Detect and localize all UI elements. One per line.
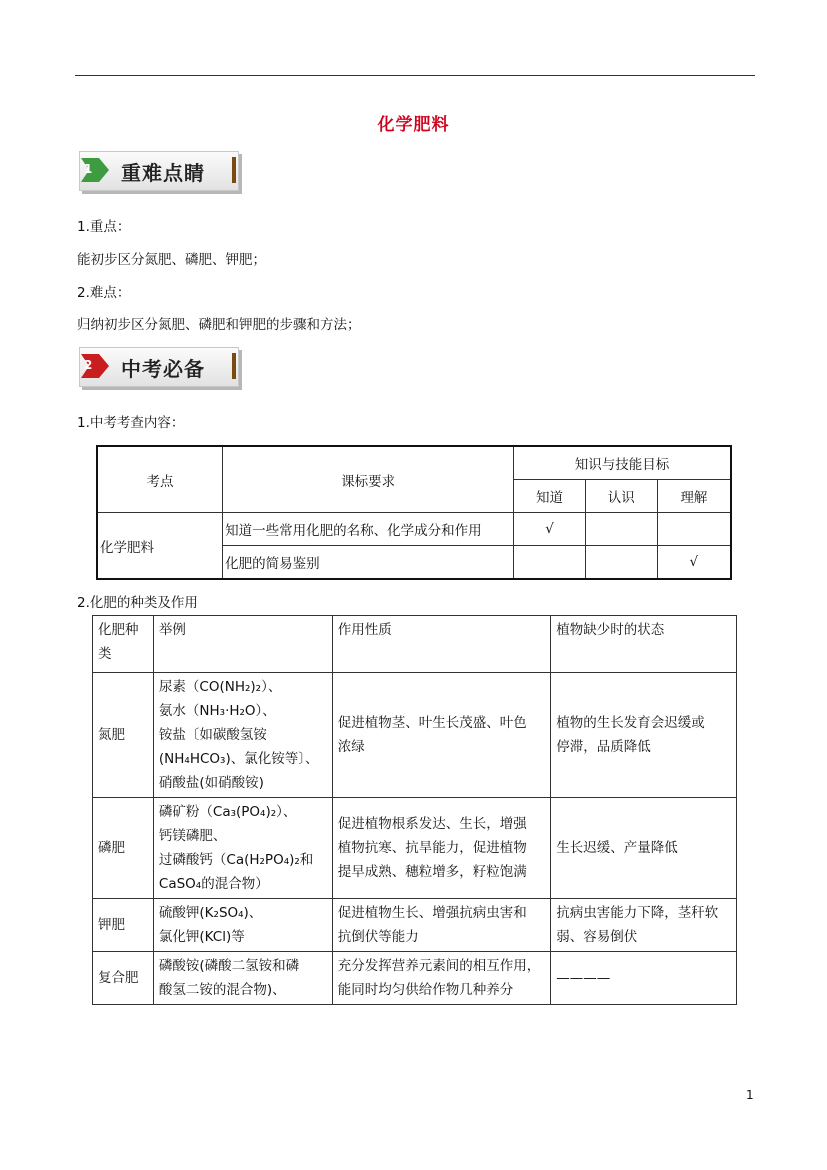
deficiency-cell bbox=[551, 673, 737, 798]
function-line: 植物抗寒、抗旱能力，促进植物 bbox=[337, 840, 527, 856]
table-row bbox=[97, 513, 731, 546]
header-zhidao: 知道 bbox=[514, 480, 586, 513]
empty-cell bbox=[585, 513, 657, 546]
function-line: 浓绿 bbox=[337, 739, 365, 755]
function-line: 充分发挥营养元素间的相互作用， bbox=[337, 958, 541, 974]
example-line: 磷矿粉（Ca₃(PO₄)₂）、 bbox=[158, 804, 297, 820]
difficulty-heading: 2.难点： bbox=[77, 285, 131, 301]
function-line: 抗倒伏等能力 bbox=[337, 929, 419, 945]
types-heading: 2.化肥的种类及作用 bbox=[77, 595, 198, 611]
table-row bbox=[93, 952, 737, 1005]
deficiency-line: 停滞，品质降低 bbox=[556, 739, 651, 755]
example-line: 磷酸铵(磷酸二氢铵和磷 bbox=[158, 958, 300, 974]
page-number: 1 bbox=[746, 1088, 754, 1102]
header-renshi: 认识 bbox=[585, 480, 657, 513]
requirement-cell: 化肥的简易鉴别 bbox=[223, 546, 514, 580]
exam-heading: 1.中考考查内容： bbox=[77, 415, 185, 431]
deficiency-line: 生长迟缓、产量降低 bbox=[556, 840, 678, 856]
table-row bbox=[93, 673, 737, 798]
check-mark: √ bbox=[514, 513, 586, 546]
fertilizer-types-table bbox=[92, 615, 737, 1005]
deficiency-line: 植物的生长发育会迟缓或 bbox=[556, 715, 705, 731]
empty-cell bbox=[514, 546, 586, 580]
example-line: (NH₄HCO₃)、氯化铵等〕、 bbox=[158, 751, 319, 767]
function-line: 能同时均匀供给作物几种养分 bbox=[337, 982, 514, 998]
table-row bbox=[93, 798, 737, 899]
type-cell: 磷肥 bbox=[93, 798, 154, 899]
example-cell bbox=[153, 899, 332, 952]
deficiency-line: ———— bbox=[556, 970, 611, 986]
table-header-row bbox=[93, 616, 737, 673]
function-cell bbox=[332, 952, 551, 1005]
deficiency-cell bbox=[551, 899, 737, 952]
example-line: 硝酸盐(如硝酸铵) bbox=[158, 775, 264, 791]
page-title: 化学肥料 bbox=[377, 115, 450, 135]
badge-number: 2 bbox=[84, 358, 93, 372]
difficulty-text: 归纳初步区分氮肥、磷肥和钾肥的步骤和方法； bbox=[77, 317, 361, 333]
example-line: CaSO₄的混合物） bbox=[158, 876, 269, 892]
header-cell: 化肥种类 bbox=[93, 616, 154, 673]
example-line: 氯化钾(KCl)等 bbox=[158, 929, 245, 945]
function-line: 促进植物生长、增强抗病虫害和 bbox=[337, 905, 527, 921]
type-cell: 复合肥 bbox=[93, 952, 154, 1005]
example-line: 尿素（CO(NH₂)₂）、 bbox=[158, 679, 282, 695]
empty-cell bbox=[657, 513, 731, 546]
header-kebiao: 课标要求 bbox=[223, 446, 514, 513]
example-line: 硫酸钾(K₂SO₄)、 bbox=[158, 905, 263, 921]
section-badge-1 bbox=[79, 151, 241, 195]
header-cell: 举例 bbox=[153, 616, 332, 673]
badge-number: 1 bbox=[84, 162, 93, 176]
type-cell: 钾肥 bbox=[93, 899, 154, 952]
table-row bbox=[97, 446, 731, 480]
deficiency-line: 弱、容易倒伏 bbox=[556, 929, 638, 945]
header-cell: 植物缺少时的状态 bbox=[551, 616, 737, 673]
badge-bar bbox=[232, 157, 236, 183]
example-cell bbox=[153, 798, 332, 899]
header-cell: 作用性质 bbox=[332, 616, 551, 673]
header-lijie: 理解 bbox=[657, 480, 731, 513]
header-kaodian: 考点 bbox=[97, 446, 223, 513]
function-cell bbox=[332, 673, 551, 798]
example-cell bbox=[153, 952, 332, 1005]
example-line: 过磷酸钙（Ca(H₂PO₄)₂和 bbox=[158, 852, 314, 868]
example-line: 钙镁磷肥、 bbox=[158, 828, 227, 844]
deficiency-line: 抗病虫害能力下降，茎秆软 bbox=[556, 905, 719, 921]
deficiency-cell bbox=[551, 952, 737, 1005]
header-rule bbox=[75, 75, 755, 76]
example-line: 氨水（NH₃·H₂O）、 bbox=[158, 703, 276, 719]
green-arrow-icon bbox=[81, 156, 109, 184]
key-point-text: 能初步区分氮肥、磷肥、钾肥； bbox=[77, 252, 266, 268]
deficiency-cell bbox=[551, 798, 737, 899]
example-line: 酸氢二铵的混合物)、 bbox=[158, 982, 286, 998]
table-row bbox=[93, 899, 737, 952]
red-arrow-icon bbox=[81, 352, 109, 380]
key-point-heading: 1.重点： bbox=[77, 219, 131, 235]
example-line: 铵盐〔如碳酸氢铵 bbox=[158, 727, 267, 743]
exam-content-table bbox=[96, 445, 732, 580]
example-cell bbox=[153, 673, 332, 798]
topic-cell: 化学肥料 bbox=[97, 513, 223, 580]
function-line: 促进植物根系发达、生长，增强 bbox=[337, 816, 527, 832]
badge-bar bbox=[232, 353, 236, 379]
section-badge-2 bbox=[79, 347, 241, 391]
header-target: 知识与技能目标 bbox=[514, 446, 731, 480]
function-cell bbox=[332, 899, 551, 952]
function-cell bbox=[332, 798, 551, 899]
empty-cell bbox=[585, 546, 657, 580]
badge-label: 重难点睛 bbox=[121, 161, 205, 185]
requirement-cell: 知道一些常用化肥的名称、化学成分和作用 bbox=[223, 513, 514, 546]
function-line: 促进植物茎、叶生长茂盛、叶色 bbox=[337, 715, 527, 731]
function-line: 提早成熟、穗粒增多，籽粒饱满 bbox=[337, 864, 527, 880]
type-cell: 氮肥 bbox=[93, 673, 154, 798]
check-mark: √ bbox=[657, 546, 731, 580]
badge-label: 中考必备 bbox=[121, 357, 205, 381]
